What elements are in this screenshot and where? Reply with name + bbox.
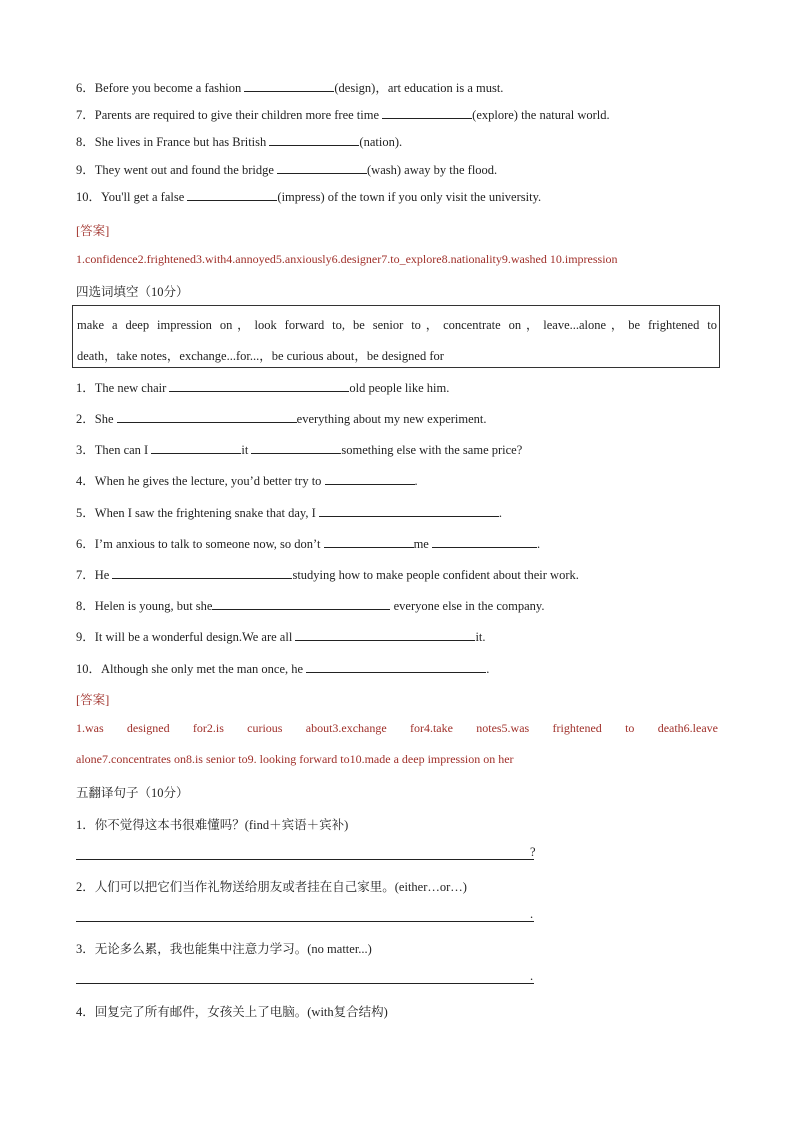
fill-item-3: 3．Then can I it something else with the same price? [76, 443, 523, 457]
answer-blank[interactable] [251, 441, 341, 454]
answer-blank[interactable] [319, 504, 499, 517]
answer-blank[interactable] [325, 472, 415, 485]
translate-item-4: 4．回复完了所有邮件，女孩关上了电脑。(with复合结构) [76, 1005, 388, 1019]
fill-item-6: 6．I’m anxious to talk to someone now, so don’t me . [76, 537, 541, 551]
exercise-item-8: 8．She lives in France but has British (nation). [76, 135, 403, 149]
answer-blank[interactable] [295, 628, 475, 641]
word-bank-line: death，take notes，exchange...for...，be curious about，be designed for [77, 349, 444, 363]
exercise-item-6: 6．Before you become a fashion (design)，art education is a must. [76, 81, 504, 95]
answer-blank[interactable] [117, 410, 297, 423]
translate-item-2: 2．人们可以把它们当作礼物送给朋友或者挂在自己家里。(either…or…) [76, 880, 467, 894]
answer-blank[interactable] [112, 566, 292, 579]
line-end-mark: . [530, 969, 534, 983]
exercise-item-9: 9．They went out and found the bridge (wash) away by the flood. [76, 163, 498, 177]
answer-blank[interactable] [151, 441, 241, 454]
exercise-item-10: 10．You'll get a false (impress) of the town if you only visit the university. [76, 190, 542, 204]
word-bank-box [72, 305, 720, 368]
answer-label: [答案] [76, 693, 110, 707]
translate-item-1: 1．你不觉得这本书很难懂吗？(find＋宾语＋宾补) [76, 818, 349, 832]
answer-blank[interactable] [324, 535, 414, 548]
answer-blank[interactable] [306, 660, 486, 673]
fill-item-2: 2．She everything about my new experiment. [76, 412, 487, 426]
answer-line[interactable] [76, 858, 534, 860]
fill-item-4: 4．When he gives the lecture, you’d better try to . [76, 474, 418, 488]
section-title: 五翻译句子（10分） [76, 786, 189, 800]
answer-blank[interactable] [187, 188, 277, 201]
answer-line[interactable] [76, 982, 534, 984]
fill-item-10: 10．Although she only met the man once, he . [76, 662, 490, 676]
fill-item-8: 8．Helen is young, but she everyone else in the company. [76, 599, 545, 613]
answer-key-line: alone7.concentrates on8.is senior to9. looking forward to10.made a deep impression on her [76, 752, 514, 766]
answer-blank[interactable] [169, 379, 349, 392]
answer-line[interactable] [76, 920, 534, 922]
line-end-mark: ? [530, 845, 536, 859]
fill-item-9: 9．It will be a wonderful design.We are all it. [76, 630, 486, 644]
fill-item-5: 5．When I saw the frightening snake that day, I . [76, 506, 503, 520]
fill-item-7: 7．He studying how to make people confident about their work. [76, 568, 579, 582]
answer-blank[interactable] [277, 161, 367, 174]
line-end-mark: . [530, 907, 534, 921]
answer-blank[interactable] [382, 106, 472, 119]
answer-blank[interactable] [269, 133, 359, 146]
answer-blank[interactable] [432, 535, 537, 548]
fill-item-1: 1．The new chair old people like him. [76, 381, 450, 395]
translate-item-3: 3．无论多么累，我也能集中注意力学习。(no matter...) [76, 942, 372, 956]
word-bank-line: make a deep impression on，look forward to, be senior to，concentrate on，leave...alone，be frightened to [77, 318, 717, 332]
section-title: 四选词填空（10分） [76, 285, 189, 299]
answer-blank[interactable] [212, 597, 390, 610]
exercise-item-7: 7．Parents are required to give their children more free time (explore) the natural world. [76, 108, 610, 122]
answer-blank[interactable] [244, 79, 334, 92]
answer-key-line: 1.was designed for2.is curious about3.exchange for4.take notes5.was frightened to death6.leave [76, 721, 718, 735]
answer-key: 1.confidence2.frightened3.with4.annoyed5.anxiously6.designer7.to_explore8.nationality9.washed 10.impression [76, 252, 618, 266]
answer-label: [答案] [76, 224, 110, 238]
